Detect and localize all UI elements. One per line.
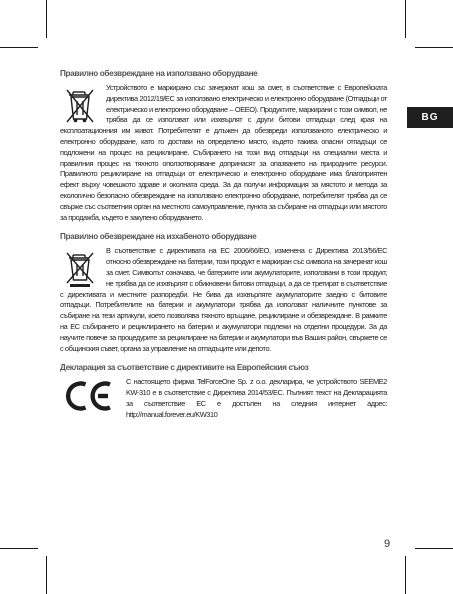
ce-mark-icon (64, 378, 116, 414)
page-number: 9 (384, 538, 391, 550)
section-heading: Правилно обезвреждане на изхабеното оборудване (60, 232, 257, 242)
section-heading: Декларация за съответствие с директивите на Европейския съюз (60, 363, 309, 373)
crop-mark (415, 548, 453, 549)
section-body: В съответствие с директивата на ЕС 2006/66/ЕО, изменена с Директива 2013/56/ЕС относно обезвреждане на батерии, този продукт е маркиран със символа на зачеркнат кош за смет. Символът означава, че батериите или акумулаторите, използвани в този продукт, не трябва да се изхвърлят с обикновени битови отпадъци, а да се третират в съответствие с директивата и местните разпоредби. Не бива да изхвърляте акумулаторите заедно с битовите отпадъци. Потребителите на батерии и акумулатори трябва да използват наличните пунктове за събиране на тези артикули, което позволява тяхното връщане, рециклиране и обезвреждане. В рамките на ЕС събирането и рециклирането на батерии и акумулатори подлежи на отделни процедури. За да научите повече за процедурите за рециклиране на батерии и акумулатори във Вашия район, свържете се с общинския съвет, органа за управление на отпадъците или депото. (60, 246, 387, 353)
crop-mark (0, 47, 38, 48)
crop-mark (46, 556, 47, 594)
language-tab-label: BG (421, 112, 439, 123)
section-body: Устройството е маркирано със зачеркнат кош за смет, в съответствие с Европейската директива 2012/19/ЕС за използвано електрическо и електронно оборудване (Отпадъци от електрическо и електронно оборудване – ОЕЕО). Продуктите, маркирани с този символ, не трябва да се използват или изхвърлят с други битови отпадъци след края на експлоатационния им живот. Потребителят е длъжен да обезвреди използваното електрическо и електронно оборудване, като го достави на определено място, където такива опасни отпадъци се подложени на процес на рециклиране. Събирането на този вид отпадъци на специални места и правилния процес на тяхното оползотворяване допринасят за опазването на природните ресурси. Правилното рециклиране на отпадъци от електрическо и електронно оборудване има благоприятен ефект върху човешкото здраве и околната среда. За да получи информация за мястото и метода за екологично безопасно обезвреждане на използвано електронно оборудване, потребителят трябва да се свърже със съответния орган на местното самоуправление, пункта за събиране на отпадъци или мястото за продажба, където е закупено оборудването. (60, 83, 387, 222)
section-body: С настоящето фирма TelForceOne Sp. z o.o. декларира, че устройството SEEME2 KW-310 е в съответствие с Директива 2014/53/ЕС. Пълният текст на Декларацията за съответствие ЕС е достъпен на следния интернет адрес: http://manual.forever.eu/KW310 (126, 377, 387, 419)
section-battery-disposal (60, 232, 387, 354)
language-tab (407, 107, 453, 128)
section-heading: Правилно обезвреждане на използвано оборудване (60, 69, 258, 78)
crop-mark (405, 0, 406, 38)
crossed-out-battery-bin-icon (64, 247, 96, 287)
crop-mark (415, 47, 453, 48)
crop-mark (46, 0, 47, 38)
section-eu-declaration (60, 363, 387, 420)
crop-mark (405, 556, 406, 594)
page-content (60, 69, 387, 421)
crop-mark (0, 548, 38, 549)
crossed-out-wheelie-bin-icon (64, 84, 96, 124)
section-weee-disposal (60, 69, 387, 223)
